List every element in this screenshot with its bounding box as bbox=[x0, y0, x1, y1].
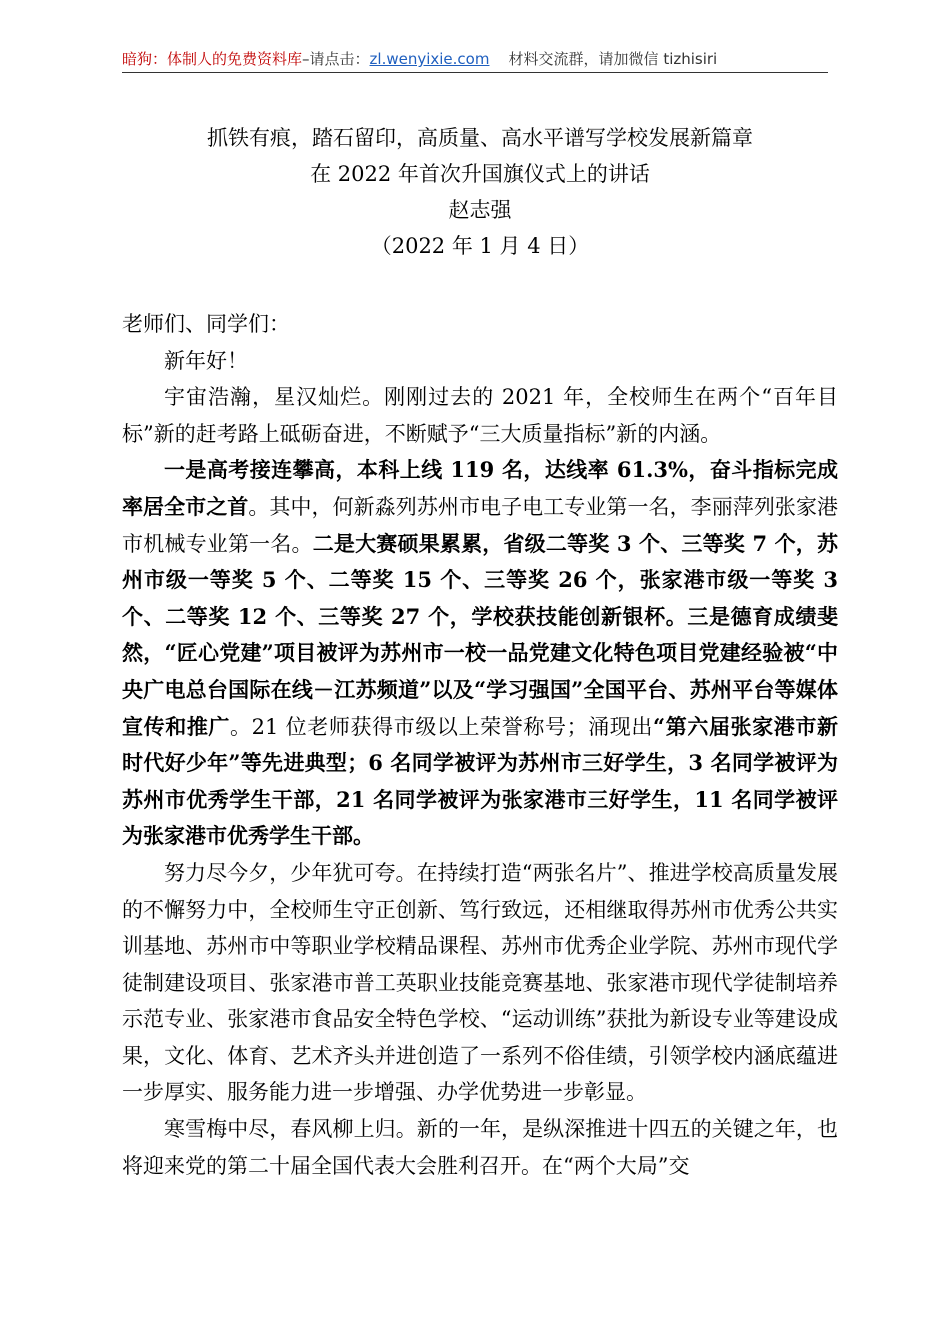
page-header bbox=[122, 48, 822, 70]
header-link[interactable]: zl.wenyixie.com bbox=[369, 50, 490, 68]
speech-body bbox=[122, 306, 838, 1184]
header-brand: 暗狗：体制人的免费资料库 bbox=[122, 50, 303, 68]
paragraph-4: 寒雪梅中尽，春风柳上归。新的一年，是纵深推进十四五的关键之年，也将迎来党的第二十届全国代表大会胜利召开。在“两个大局”交 bbox=[122, 1117, 838, 1178]
paragraph-1: 宇宙浩瀚，星汉灿烂。刚刚过去的 2021 年，全校师生在两个“百年目标”新的赶考路上砥砺奋进，不断赋予“三大质量指标”新的内涵。 bbox=[122, 385, 838, 446]
header-wechat-note: 材料交流群，请加微信 tizhisiri bbox=[508, 50, 718, 68]
author: 赵志强 bbox=[448, 198, 512, 222]
speech-date: （2022 年 1 月 4 日） bbox=[370, 234, 590, 258]
paragraph-2-bold-1: 一是高考接连攀高，本科上线 119 名，达线率 61.3%，奋斗指标完成率居全市之首 bbox=[122, 457, 838, 519]
greeting: 老师们、同学们： bbox=[122, 312, 290, 336]
paragraph-2-text-2: 。21 位老师获得市级以上荣誉称号；涌现出 bbox=[230, 714, 654, 739]
new-year-greeting: 新年好！ bbox=[164, 348, 248, 373]
paragraph-3: 努力尽今夕，少年犹可夸。在持续打造“两张名片”、推进学校高质量发展的不懈努力中，全校师生守正创新、笃行致远，还相继取得苏州市优秀公共实训基地、苏州市中等职业学校精品课程、苏州市优秀企业学院、苏州市现代学徒制建设项目、张家港市普工英职业技能竞赛基地、张家港市现代学徒制培养示范专业、张家港市食品安全特色学校、“运动训练”获批为新设专业等建设成果，文化、体育、艺术齐头并进创造了一系列不俗佳绩，引领学校内涵底蕴进一步厚实、服务能力进一步增强、办学优势进一步彰显。 bbox=[122, 860, 838, 1105]
title-block bbox=[122, 120, 838, 264]
header-divider bbox=[122, 72, 828, 73]
main-title: 抓铁有痕，踏石留印，高质量、高水平谱写学校发展新篇章 bbox=[207, 126, 753, 150]
paragraph-2-bold-3: “第六届张家港市新时代好少年”等先进典型；6 名同学被评为苏州市三好学生，3 名同学被评为苏州市优秀学生干部，21 名同学被评为张家港市三好学生，11 名同学被评为张家港市优秀学生干部。 bbox=[122, 713, 838, 849]
paragraph-2-text-1: 。其中，何新淼列苏州市电子电工专业第一名，李丽萍列张家港市机械专业第一名。 bbox=[122, 494, 839, 556]
header-prompt: –请点击： bbox=[302, 50, 370, 68]
subtitle: 在 2022 年首次升国旗仪式上的讲话 bbox=[310, 162, 650, 186]
paragraph-2-bold-2: 二是大赛硕果累累，省级二等奖 3 个、三等奖 7 个，苏州市级一等奖 5 个、二等奖 15 个、三等奖 26 个，张家港市级一等奖 3 个、二等奖 12 个、三等奖 27 个，学校获技能创新银杯。三是德育成绩斐然，“匠心党建”项目被评为苏州市一校一品党建文化特色项目党建经验被“中央广电总台国际在线－江苏频道”以及“学习强国”全国平台、苏州平台等媒体宣传和推广 bbox=[122, 530, 839, 739]
paragraph-2 bbox=[122, 452, 838, 855]
